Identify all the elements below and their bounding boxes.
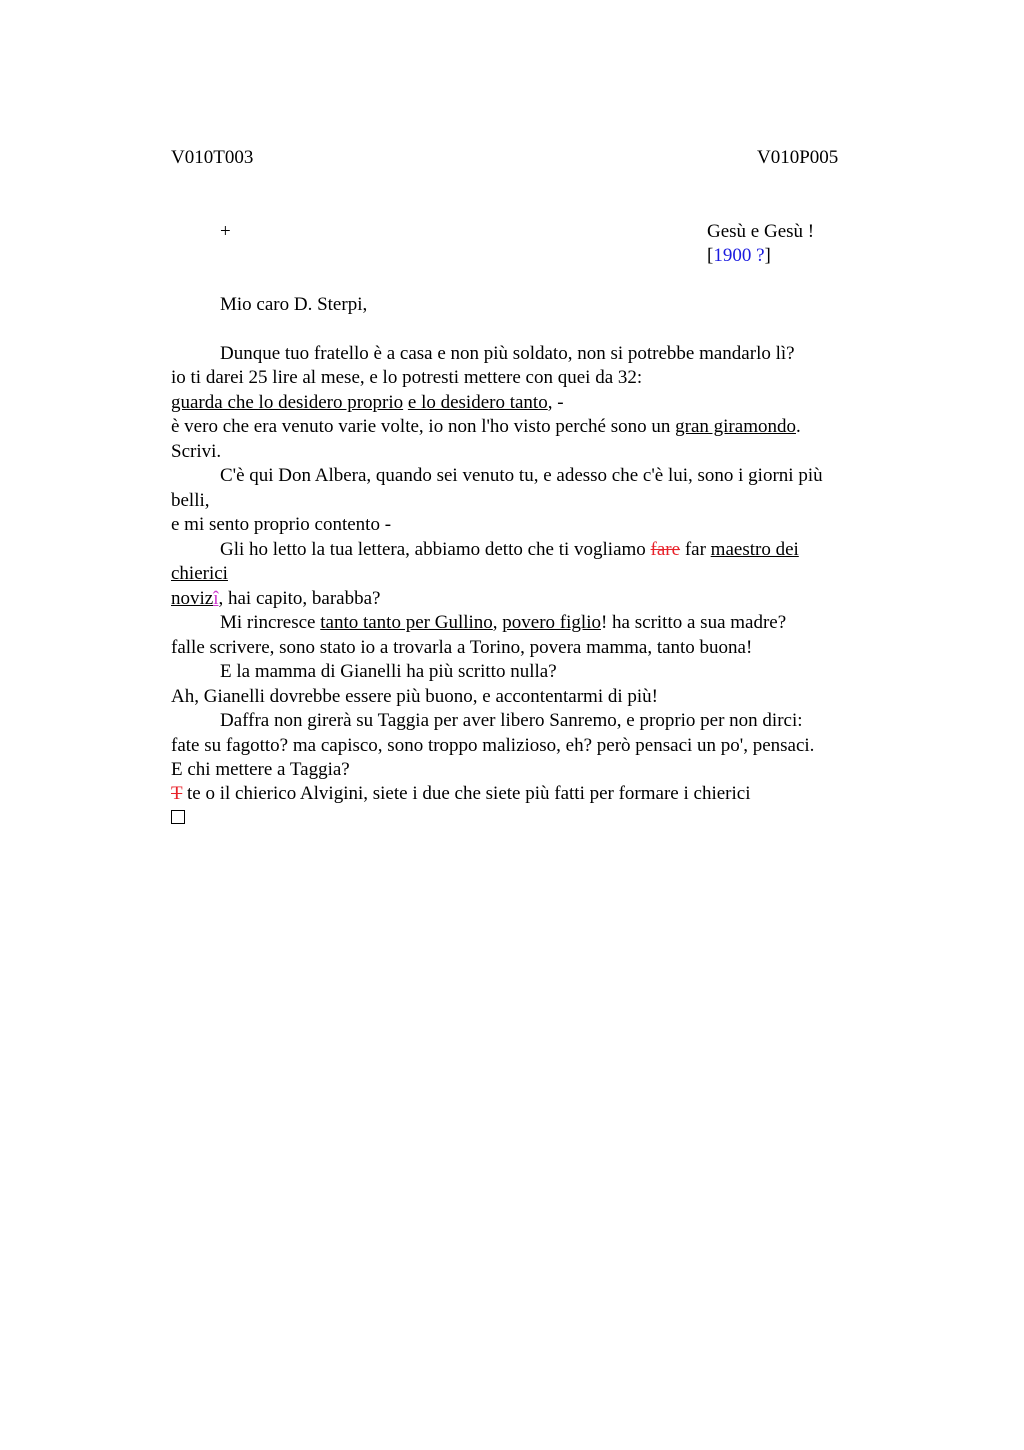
salutation: Mio caro D. Sterpi, [220,294,368,315]
text-fragment: Mi rincresce [220,612,321,633]
date-value: 1900 ? [713,245,765,266]
underlined-phrase: maestro dei [710,539,799,560]
text-fragment: . [795,416,801,437]
text-fragment: , hai capito, barabba? [218,588,381,609]
underlined-phrase: noviz [171,588,214,609]
text-line [171,415,801,439]
underlined-phrase: chierici [171,563,228,584]
text-line: Scrivi. [171,441,222,462]
text-line: fate su fagotto? ma capisco, sono troppo malizioso, eh? però pensaci un po', pensaci. [171,735,815,756]
text-line [171,391,564,415]
doc-code-right: V010P005 [757,147,839,168]
text-fragment: , [492,612,503,633]
text-line [171,562,228,586]
editorial-mark: î [213,588,219,609]
text-fragment: te o il chierico Alvigini, siete i due che siete più fatti per formare i chierici [182,783,751,804]
underlined-phrase: tanto tanto per Gullino [320,612,493,633]
text-fragment: , - [547,392,564,413]
date-line [707,244,771,268]
text-line: Daffra non girerà su Taggia per aver libero Sanremo, e proprio per non dirci: [220,710,803,731]
deleted-letter: T [171,783,183,804]
text-line: e mi sento proprio contento - [171,514,392,535]
text-line [220,611,786,635]
doc-code-left: V010T003 [171,147,254,168]
underlined-phrase: e lo desidero tanto [407,392,548,413]
end-box-icon [171,807,185,831]
cross-mark: + [220,221,231,242]
text-fragment: Gli ho letto la tua lettera, abbiamo detto che ti vogliamo [220,539,651,560]
text-line: E chi mettere a Taggia? [171,759,350,780]
text-fragment: far [680,539,711,560]
text-line [171,782,750,806]
text-line: C'è qui Don Albera, quando sei venuto tu, e adesso che c'è lui, sono i giorni più [220,465,823,486]
text-line [220,538,799,562]
invocation: Gesù e Gesù ! [707,221,815,242]
text-line: io ti darei 25 lire al mese, e lo potresti mettere con quei da 32: [171,367,643,388]
square-icon [171,810,185,824]
text-line: Ah, Gianelli dovrebbe essere più buono, e accontentarmi di più! [171,686,658,707]
text-line: belli, [171,490,210,511]
underlined-phrase: guarda che lo desidero proprio [171,392,404,413]
text-line: falle scrivere, sono stato io a trovarla a Torino, povera mamma, tanto buona! [171,637,753,658]
text-line [171,587,380,611]
deleted-word: fare [650,539,681,560]
text-line: E la mamma di Gianelli ha più scritto nulla? [220,661,557,682]
date-bracket-close: ] [764,245,771,266]
text-fragment: ! ha scritto a sua madre? [600,612,787,633]
underlined-phrase: gran giramondo [675,416,796,437]
underlined-phrase: povero figlio [502,612,601,633]
text-line: Dunque tuo fratello è a casa e non più soldato, non si potrebbe mandarlo lì? [220,343,795,364]
date-bracket-open: [ [707,245,714,266]
text-fragment: è vero che era venuto varie volte, io non l'ho visto perché sono un [171,416,676,437]
